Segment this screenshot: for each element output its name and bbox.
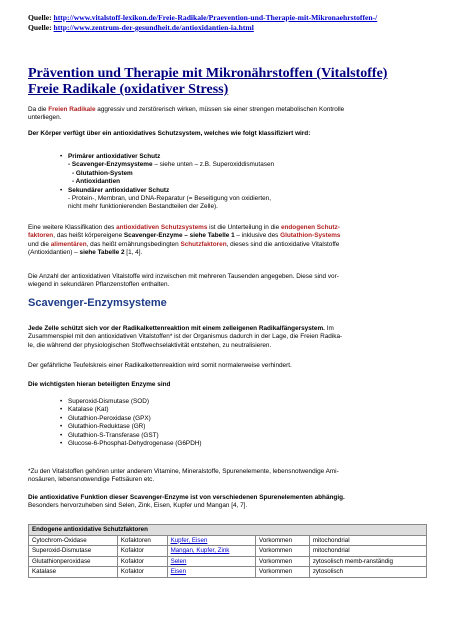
text: und die (28, 240, 49, 248)
source-line-1 (28, 13, 438, 23)
table-cell: Kofaktor (117, 546, 167, 557)
text: le, die während der physiologischen Stoffwechselaktivität entstehen, zu neutralisieren. (28, 341, 272, 349)
table-row (29, 567, 427, 578)
intro-highlight: Freien Radikale (48, 106, 96, 113)
bold-text: Jede Zelle schützt sich vor der Radikalkettenreaktion mit einem zelleigenen Radikalfängersystem. (28, 325, 325, 332)
intro-text: Da die (28, 106, 47, 113)
repair-text: - Protein-, Membran, und DNA-Reparatur (= Beseitigung von oxidierten, (68, 195, 271, 203)
bold-text: Scavenger-Enzyme – siehe Tabelle 1 (123, 232, 235, 240)
cycle-paragraph: Der gefährliche Teufelskreis einer Radikalkettenreaktion wird somit normalerweise verhindert. (28, 362, 292, 369)
text: *Zu den Vitalstoffen gehören unter anderem Vitamine, Mineralstoffe, Spurenelemente, lebensnotwendige Ami- (28, 468, 339, 475)
bullet-icon: • (60, 406, 63, 414)
text: ist die Unterteilung in die (209, 224, 280, 231)
highlight: endogenen Schutz- (280, 224, 340, 231)
text: Eine weitere Klassifikation des (28, 224, 115, 231)
text: nosäuren, lebensnotwendige Fettsäuren etc. (28, 476, 155, 484)
table-row (29, 535, 427, 546)
table-cell: Glutathionperoxidase (29, 556, 118, 567)
table-cell: zytosolisch memb-ranständig (309, 556, 426, 567)
list-item (58, 153, 428, 187)
list-item (58, 415, 428, 423)
section-heading: Scavenger-Enzymsysteme (28, 297, 167, 309)
table-cell: Kofaktor (117, 556, 167, 567)
list-item (58, 440, 428, 448)
source-link-1[interactable]: http://www.vitalstoff-lexikon.de/Freie-Radikale/Praevention-und-Therapie-mit-Mikronaehrstoffen-/ (53, 13, 378, 22)
text: [1, 4]. (126, 249, 143, 257)
highlight: faktoren (28, 232, 54, 240)
cofactor-link[interactable]: Eisen (170, 568, 187, 576)
table-cell: Superoxid-Dismutase (29, 546, 118, 557)
highlight: antioxidativen Schutzsystems (116, 224, 208, 231)
highlight: Glutathion-Systems (280, 232, 341, 240)
text: , das heißt körpereigene (53, 232, 123, 240)
table-row (29, 556, 427, 567)
table-cell: mitochondrial (309, 546, 426, 557)
table-cell (167, 535, 255, 546)
table-cell: Kofaktor (117, 567, 167, 578)
table-cell (167, 546, 255, 557)
table-cell: Vorkommen (256, 567, 310, 578)
repair-text: nicht mehr funktionierenden Bestandteilen der Zelle). (68, 203, 218, 211)
bullet-icon: • (60, 186, 63, 194)
classification-paragraph (28, 224, 428, 258)
bullet-icon: • (60, 423, 63, 431)
enzymes-list (28, 398, 428, 448)
table-cell: Katalase (29, 567, 118, 578)
source-line-2 (28, 23, 438, 33)
list-item (58, 406, 428, 414)
page-title (28, 66, 428, 98)
list-item (58, 398, 428, 406)
glutathion-label: - Glutathion-System (72, 169, 133, 177)
text: wiegend in sekundären Pflanzenstoffen enthalten. (28, 281, 170, 289)
bold-text: Die antioxidative Funktion dieser Scavenger-Enzyme ist von verschiedenen Spurenelementen abhängig. (28, 494, 345, 501)
text: – inklusive des (236, 232, 279, 240)
bullet-icon: • (60, 398, 63, 405)
footnote (28, 468, 428, 485)
text: , dieses sind die antioxidative Vitalstoffe (226, 240, 340, 248)
text: Im (326, 325, 334, 332)
enzyme-item: Glutathion-Reduktase (GR) (68, 423, 146, 431)
table-cell: Vorkommen (256, 535, 310, 546)
cofactor-link[interactable]: Kupfer, Eisen (170, 536, 208, 544)
bullet-icon: • (60, 414, 63, 422)
source-link-2[interactable]: http://www.zentrum-der-gesundheit.de/antioxidantien-ia.html (53, 23, 254, 32)
text: Besonders hervorzuheben sind Selen, Zink, Eisen, Kupfer und Mangan [4, 7]. (28, 502, 248, 510)
intro-paragraph (28, 106, 428, 123)
text: , das heißt ernährungsbedingten (86, 240, 179, 248)
enzyme-item: Glutathion-Peroxidase (GPX) (68, 414, 151, 422)
list-item (58, 423, 428, 431)
scavenger-label: - Scavenger-Enzymsysteme (68, 161, 153, 169)
cell-paragraph (28, 325, 428, 350)
cofactor-link[interactable]: Selen (170, 557, 187, 565)
table-cell: mitochondrial (309, 535, 426, 546)
antioxidantien-label: - Antioxidantien (72, 178, 121, 186)
highlight: alimentären (50, 240, 87, 248)
bullet-icon: • (60, 153, 63, 160)
primary-label: Primärer antioxidativer Schutz (68, 153, 161, 160)
bullet-icon: • (60, 431, 63, 439)
table-cell: Kofaktoren (117, 535, 167, 546)
highlight: Schutzfaktoren (180, 240, 227, 248)
enzyme-item: Superoxid-Dismutase (SOD) (68, 398, 149, 405)
sources-block (28, 13, 438, 33)
enzyme-table (28, 524, 427, 578)
enzyme-item: Glucose-6-Phosphat-Dehydrogenase (G6PDH) (68, 440, 202, 448)
secondary-label: Sekundärer antioxidativer Schutz (68, 186, 170, 194)
function-paragraph (28, 494, 428, 511)
table-cell: Vorkommen (256, 546, 310, 557)
system-heading: Der Körper verfügt über ein antioxidatives Schutzsystem, welches wie folgt klassifiziert wird: (28, 130, 311, 137)
title-line-1: Prävention und Therapie mit Mikronährstoffen (Vitalstoffe) (28, 66, 388, 81)
intro-text: aggressiv und zerstörerisch wirken, müssen sie einer strengen metabolischen Kontrolle (97, 106, 345, 113)
text: Zusammenspiel mit den antioxidativen Vitalstoffen* ist der Organismus dadurch in der Lage, die Freien Radika- (28, 333, 343, 341)
table-cell: Vorkommen (256, 556, 310, 567)
list-item (58, 432, 428, 440)
bullet-icon: • (60, 440, 63, 448)
system-list (28, 153, 428, 212)
title-line-2: Freie Radikale (oxidativer Stress) (28, 82, 229, 97)
enzymes-heading: Die wichtigsten hieran beteiligten Enzyme sind (28, 381, 171, 388)
enzyme-item: Glutathion-S-Transferase (GST) (68, 431, 159, 439)
text: Die Anzahl der antioxidativen Vitalstoffe wird inzwischen mit mehreren Tausenden angegeben. Diese sind vor- (28, 273, 339, 280)
table-cell: zytosolisch (309, 567, 426, 578)
source-label: Quelle: (28, 13, 52, 22)
table-cell (167, 567, 255, 578)
table-header-row (29, 525, 427, 536)
table-cell: Cytochrom-Oxidase (29, 535, 118, 546)
table-header: Endogene antioxidative Schutzfaktoren (29, 525, 427, 536)
enzyme-item: Katalase (Kat) (68, 406, 109, 414)
table-cell (167, 556, 255, 567)
cofactor-link[interactable]: Mangan, Kupfer, Zink (170, 547, 230, 555)
scavenger-note: – siehe unten – z.B. Superoxiddismutasen (154, 161, 275, 169)
bold-text: siehe Tabelle 2 (79, 249, 125, 257)
table-row (29, 546, 427, 557)
text: (Antioxidantien) – (28, 249, 78, 257)
number-paragraph (28, 273, 428, 290)
intro-text: unterliegen. (28, 114, 62, 122)
list-item (58, 187, 428, 212)
source-label: Quelle: (28, 23, 52, 32)
